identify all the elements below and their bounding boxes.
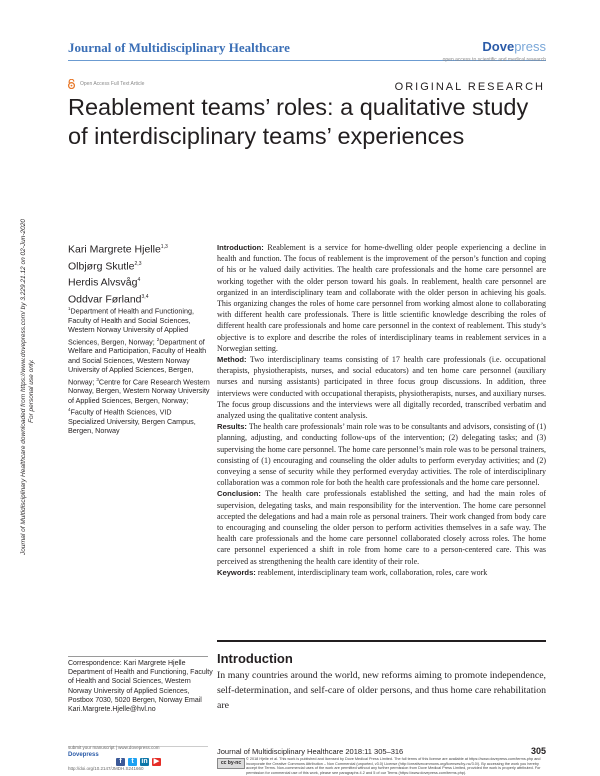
abstract-keywords: Keywords: reablement, interdisciplinary team work, collaboration, roles, care work [217,567,488,577]
author: Kari Margrete Hjelle$^{1,3}$ [68,243,168,256]
abstract-method: Method: Two interdisciplinary teams consisting of 17 health care professionals (i.e. occupational therapists, physiotherapists, nurses, and social educators) and ten home care personnel (auxiliary nurses and nursing assistants) participated in three focus group discussions. In addition, three interviews were conducted with occupational therapists, physiotherapists, nurses, and auxiliary nurses. The focus group discussions and the interviews were all digitally recorded, transcribed verbatim and analyzed using the qualitative content analysis. [217,355,546,421]
open-access-label: Open Access Full Text Article [80,81,145,87]
abstract-introduction: Introduction: Reablement is a service for home-dwelling older people experiencing a decline in health and function. The focus of reablement is the improvement of the person’s function and coping of his or he valued daily activities. The health care professionals and the home care personnel are working together with the older person toward his goals. In reablement, health care personnel are organized in an interdisciplinary team and collaborate with the older person in achieving his goals. This organizing changes the roles of home care personnel from working almost alone to collaborating with different health care professionals. There is little scientific knowledge describing the roles of different health care professionals and home care personnel in the context of reablement. This study’s objective is to explore and describe the roles of interdisciplinary teams in reablement services in a Norwegian setting. [217,243,546,353]
abstract [217,242,546,578]
cc-license-icon[interactable]: cc by-nc [217,758,245,769]
open-access-icon [67,79,76,89]
doi-link[interactable]: http://doi.org/10.2147/JMDH.S241660 [68,766,144,771]
download-side-note [20,135,36,555]
article-title [68,93,538,151]
author-list [68,240,168,306]
logo-light: press [514,39,546,54]
dovepress-small-logo[interactable]: Dovepress [68,752,99,758]
side-note-line-1: Journal of Multidisciplinary Healthcare downloaded from https://www.dovepress.com/ by 3.229.21.12 on 02-Jun-2020 [20,218,27,555]
submit-manuscript-link[interactable]: submit your manuscript | www.dovepress.com [68,745,160,750]
abstract-results: Results: The health care professionals’ main role was to be consultants and advisors, consisting of (1) planning, adjusting, and conducting follow-ups of the intervention; (2) delegating tasks; and (3) supervising the home care personnel. The home care personnel’s main role was to be personal trainers, consisting of (1) encouraging and counseling the older adults to perform everyday activities; and (2) conveying a sense of security while they performed everyday activities. The role of interdisciplinary collaboration was a common role for both the health care professionals and the home care personnel. [217,422,546,488]
affiliations: $^1$Department of Health and Functioning, Faculty of Health and Social Sciences, Western Norway University of Applied Sciences, Bergen, Norway; $^2$Department of Welfare and Participation, Faculty of Health and Social Sciences, Western Norway University of Applied Sciences, Bergen, Norway; $^3$Centre for Care Research Western Norway, Bergen, Western Norway University of Applied Sciences, Bergen, Norway; $^4$Faculty of Health Sciences, VID Specialized University, Bergen Campus, Bergen, Norway [68,306,210,436]
side-note-line-2: For personal use only. [28,359,35,423]
page-number: 305 [530,746,546,756]
correspondence: Correspondence: Kari Margrete Hjelle Department of Health and Functioning, Faculty of Health and Social Sciences, Western Norway University of Applied Sciences, Postbox 7030, 5020 Bergen, Norway Email Kari.Margrete.Hjelle@hvl.no [68,660,213,714]
journal-title[interactable]: Journal of Multidisciplinary Healthcare [68,40,290,55]
introduction-text: In many countries around the world, new reforms aiming to promote independence, self-determination, and self-care of older persons, and thus home care rehabilitation are [217,670,546,711]
publisher-tagline: open access to scientific and medical research [442,57,546,63]
dovepress-logo[interactable] [482,39,546,54]
license-text: © 2018 Hjelle et al. This work is published and licensed by Dove Medical Press Limited. The full terms of this license are available at https://www.dovepress.com/terms.php and incorporate the Creative Commons Attribution – Non Commercial (unported, v3.0) License (http://creativecommons.org/licenses/by-nc/3.0/). By accessing the work you hereby accept the Terms. Non-commercial uses of the work are permitted without any further permission from Dove Medical Press Limited, provided the work is properly attributed. For permission for commercial use of this work, please see paragraphs 4.2 and 5 of our Terms (https://www.dovepress.com/terms.php). [246,757,541,775]
twitter-icon[interactable]: t [128,758,137,766]
section-label: ORIGINAL RESEARCH [394,81,545,93]
citation: Journal of Multidisciplinary Healthcare 2018:11 305–316 [217,747,404,756]
author: Olbjørg Skutle$^{2,3}$ [68,260,142,272]
linkedin-icon[interactable]: in [141,758,148,765]
correspondence-rule [68,656,208,657]
introduction-heading: Introduction [217,651,293,666]
author: Herdis Alvsvåg$^4$ [68,276,141,289]
facebook-icon[interactable]: f [116,758,125,766]
logo-bold: Dove [482,39,515,54]
abstract-rule [217,640,546,642]
abstract-conclusion: Conclusion: The health care professionals established the setting, and had the main roles of supervision, delegating tasks, and main responsibility for the intervention. The home care personnel accepted the delegations and had a main role as personal trainers. Their work changed from body care to encouraging and counseling the older person to perform activities themselves in a safe way. The health care professionals and the home care personnel collaborated closely across roles. The home care personnel experienced a shift in role from home care to a person-centered care. This was perceived as strengthening the health care identity of their role. [217,489,546,566]
title-line-1: Reablement teams’ roles: a qualitative study [68,94,529,120]
author: Oddvar Førland$^{3,4}$ [68,293,149,305]
title-line-2: of interdisciplinary teams’ experiences [68,123,465,149]
youtube-icon[interactable]: ▶ [153,758,160,765]
